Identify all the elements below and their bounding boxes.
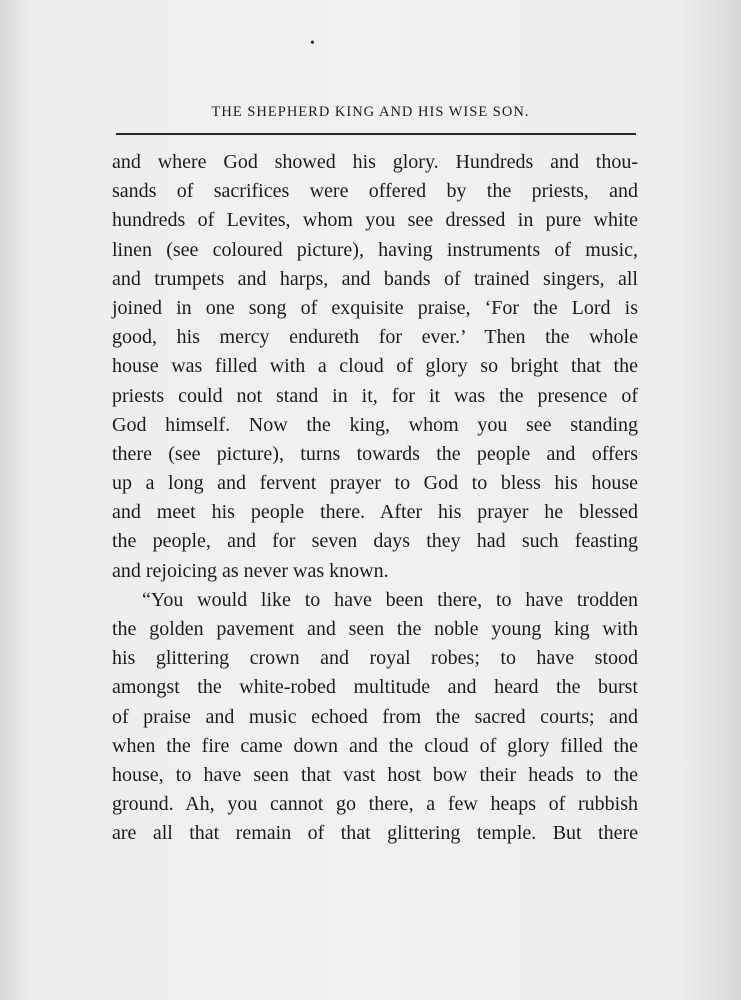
text-line: there (see picture), turns towards the people and offers — [112, 442, 638, 465]
text-line: the people, and for seven days they had such feasting — [112, 530, 638, 553]
text-line: “You would like to have been there, to have trodden — [142, 588, 638, 611]
text-line: are all that remain of that glittering temple. But there — [112, 822, 638, 845]
text-line: of praise and music echoed from the sacred courts; and — [112, 705, 638, 728]
body-text — [112, 148, 638, 849]
text-line: linen (see coloured picture), having instruments of music, — [112, 238, 638, 261]
text-line: sands of sacrifices were offered by the priests, and — [112, 180, 638, 203]
text-line: and meet his people there. After his prayer he blessed — [112, 501, 638, 524]
text-line: and trumpets and harps, and bands of trained singers, all — [112, 267, 638, 290]
text-line: amongst the white-robed multitude and heard the burst — [112, 676, 638, 699]
text-line: good, his mercy endureth for ever.’ Then the whole — [112, 326, 638, 349]
text-line: and where God showed his glory. Hundreds and thou- — [112, 151, 638, 173]
paragraph-1 — [112, 148, 638, 586]
text-line: ground. Ah, you cannot go there, a few heaps of rubbish — [112, 793, 638, 816]
paragraph-2 — [112, 586, 638, 849]
text-line: God himself. Now the king, whom you see standing — [112, 413, 638, 436]
text-line: priests could not stand in it, for it was the presence of — [112, 384, 638, 407]
text-line: hundreds of Levites, whom you see dressed in pure white — [112, 209, 638, 232]
text-line: house, to have seen that vast host bow their heads to the — [112, 763, 638, 786]
text-line: up a long and fervent prayer to God to bless his house — [112, 472, 638, 495]
text-line: and rejoicing as never was known. — [112, 559, 389, 582]
text-line: his glittering crown and royal robes; to have stood — [112, 647, 638, 670]
text-line: the golden pavement and seen the noble young king with — [112, 618, 638, 640]
text-line: joined in one song of exquisite praise, ‘For the Lord is — [112, 296, 638, 319]
page-blemish: ● — [682, 758, 691, 773]
ink-speck: • — [310, 36, 315, 51]
running-header: THE SHEPHERD KING AND HIS WISE SON. — [211, 104, 530, 120]
text-line: house was filled with a cloud of glory so bright that the — [112, 355, 638, 378]
header-rule — [116, 133, 636, 135]
text-line: when the fire came down and the cloud of glory filled the — [112, 734, 638, 757]
